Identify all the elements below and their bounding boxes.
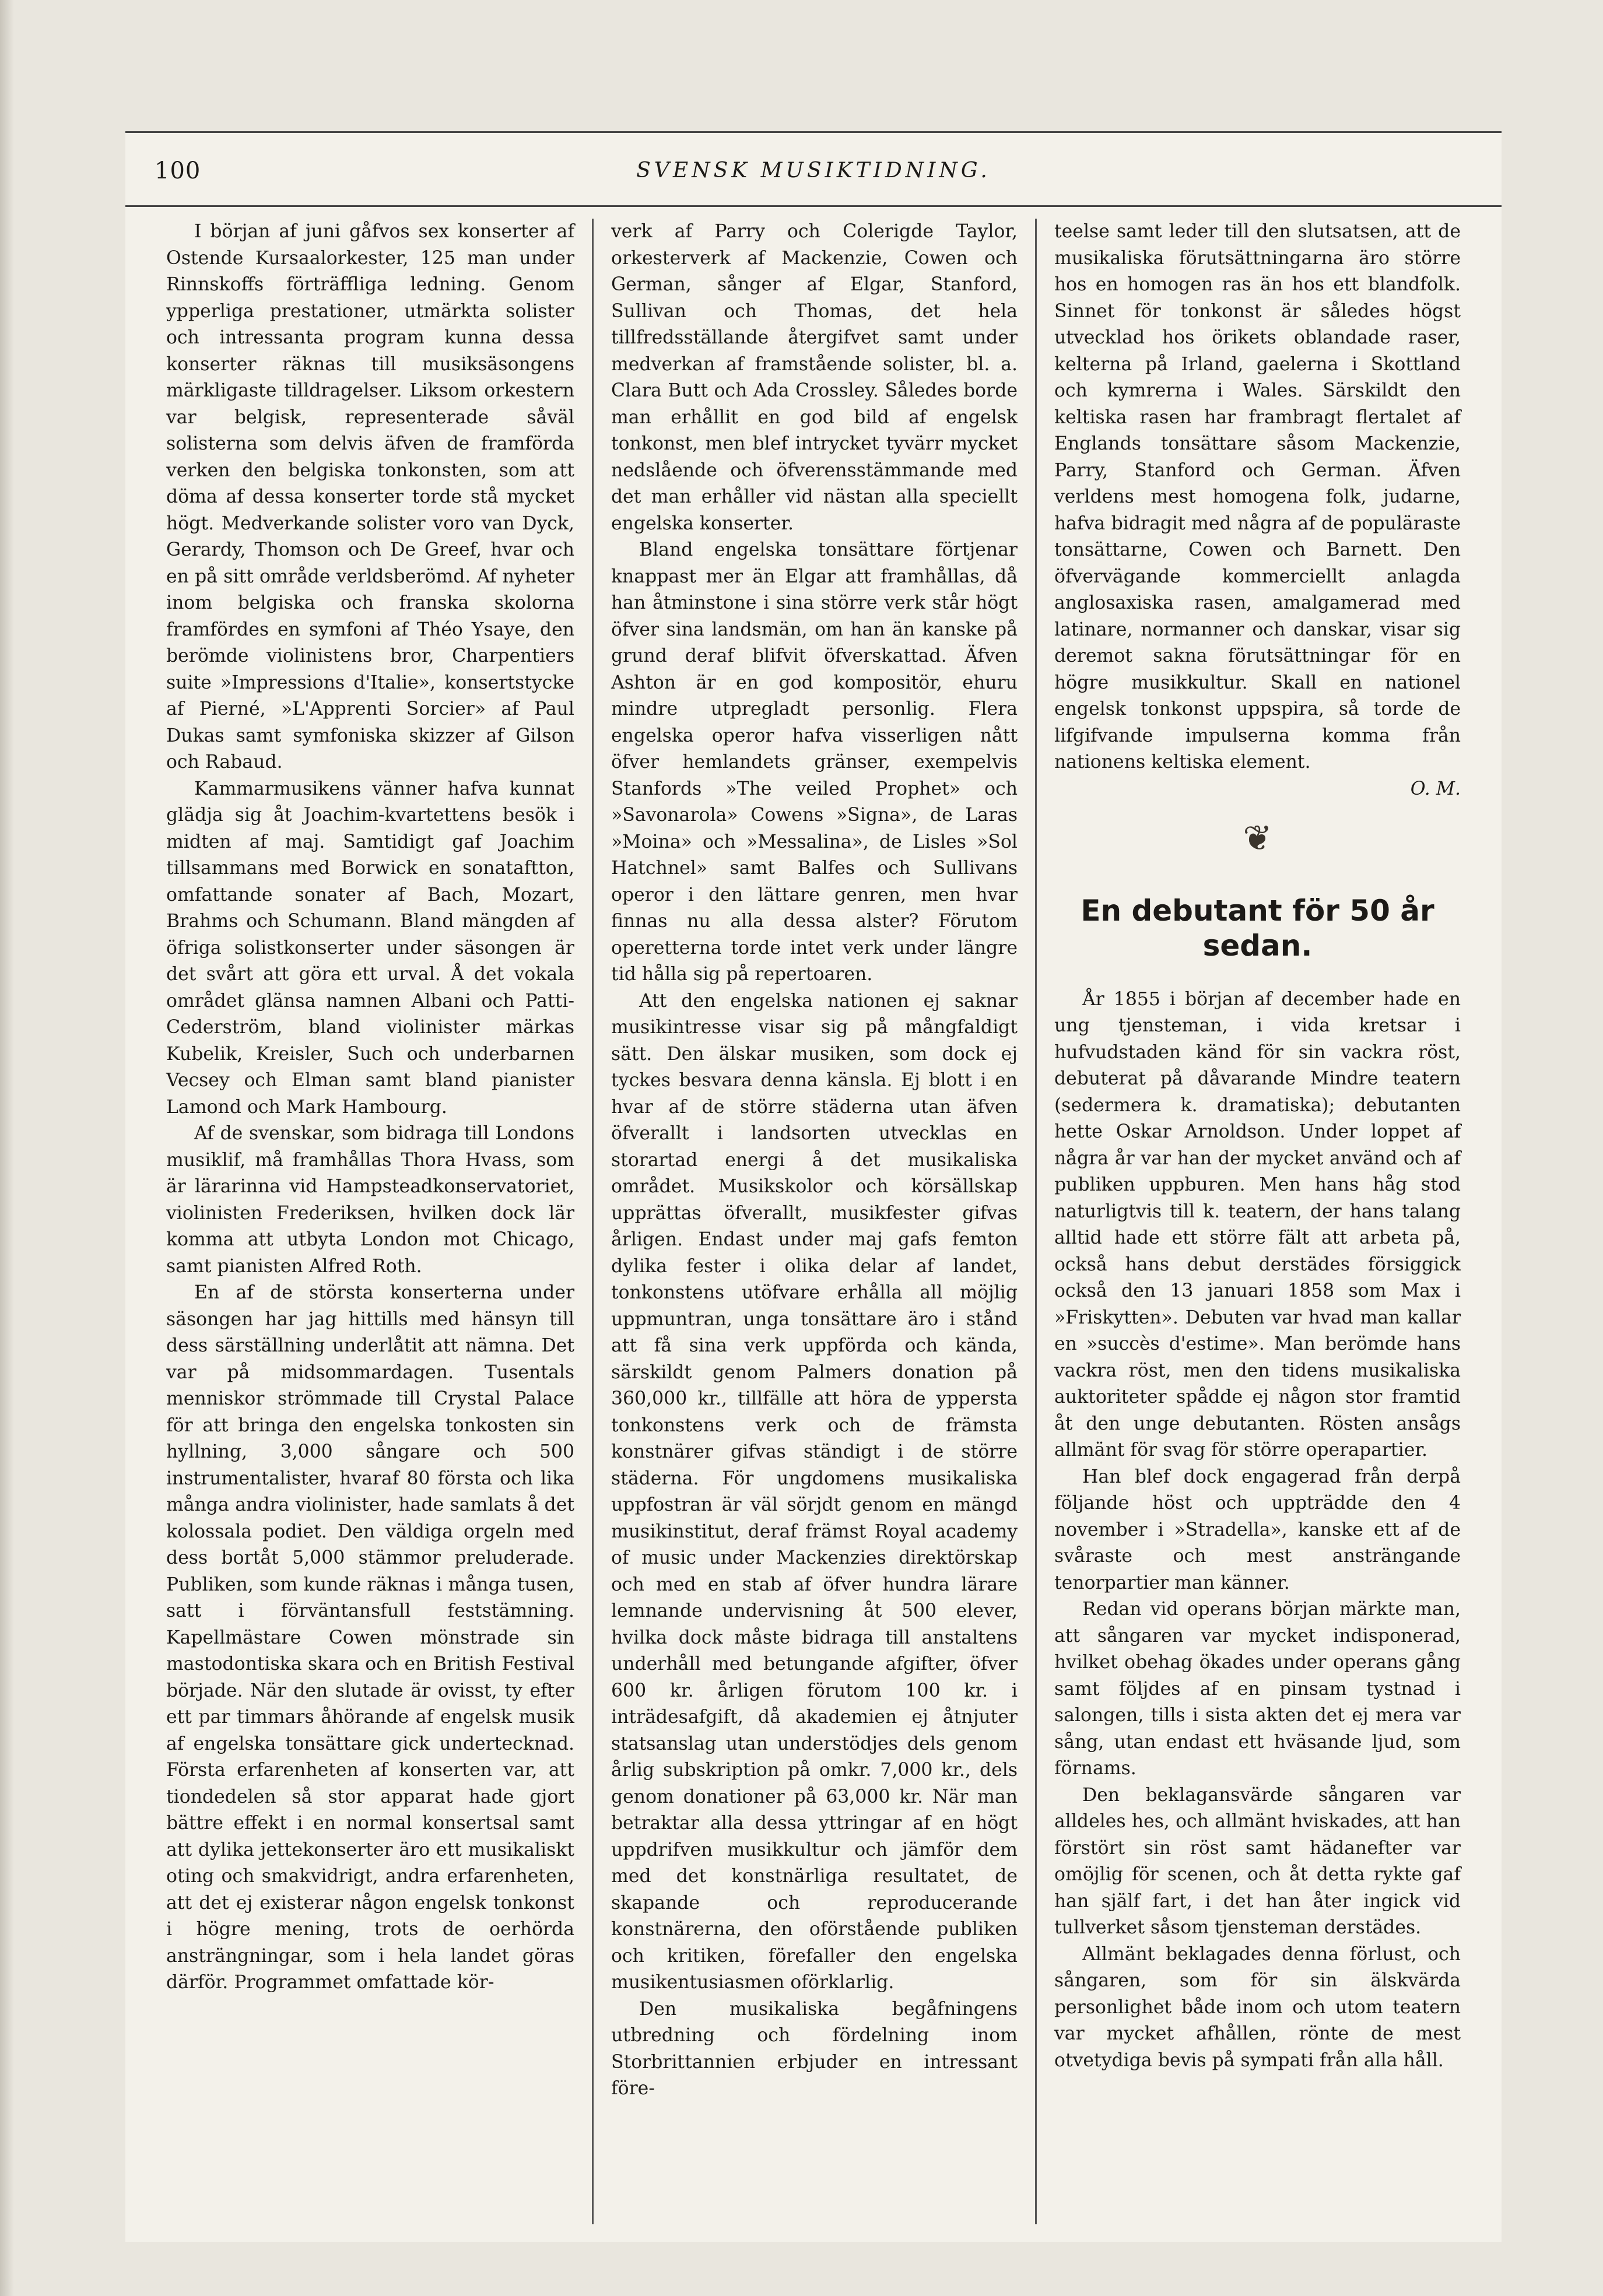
column-1 bbox=[149, 219, 592, 2224]
paragraph: År 1855 i början af december hade en ung tjensteman, i vida kretsar i hufvudstaden känd för sin vackra röst, debuterat på dåvarande Mindre teatern (sedermera k. dramatiska); debutanten hette Oskar Arnoldson. Under loppet af några år var han der mycket använd och af publiken uppburen. Men hans håg stod naturligtvis till k. teatern, der hans talang alltid hade ett större fält att arbeta på, också hans debut derstädes försiggick också den 13 januari 1858 som Max i »Friskytten». Debuten var hvad man kallar en »succès d'estime». Man berömde hans vackra röst, men den tidens musikaliska auktoriteter spådde ej någon stor framtid åt den unge debutanten. Rösten ansågs allmänt för svag för större operapartier. bbox=[1054, 988, 1461, 1461]
paragraph: verk af Parry och Colerigde Taylor, orkesterverk af Mackenzie, Cowen och German, sånger af Elgar, Stanford, Sullivan och Thomas, det hela tillfredsställande återgifvet samt under medverkan af framstående solister, bl. a. Clara Butt och Ada Crossley. Således borde man erhållit en god bild af engelsk tonkonst, men blef intrycket tyvärr mycket nedslående och öfverensstämmande med det man erhåller vid nästan alla speciellt engelska konserter. bbox=[611, 221, 1018, 534]
paragraph: teelse samt leder till den slutsatsen, att de musikaliska förutsättningarna äro större hos en homogen ras än hos ett blandfolk. Sinnet för tonkonst är således högst utvecklad hos örikets oblandade raser, kelterna på Irland, gaelerna i Skottland och kymrerna i Wales. Särskildt den keltiska rasen har frambragt flertalet af Englands tonsättare såsom Mackenzie, Parry, Stanford och German. Äfven verldens mest homogena folk, judarne, hafva bidragit med några af de populäraste tonsättarne, Cowen och Barnett. Den öfvervägande kommerciellt anlagda anglosaxiska rasen, amalgamerad med latinare, normanner och danskar, visar sig deremot sakna förutsättningar för en högre musikkultur. Skall en nationel engelsk tonkonst uppspira, så torde de lifgifvande impulserna komma från nationens keltiska element. bbox=[1054, 221, 1461, 773]
paragraph: Den beklagansvärde sångaren var alldeles hes, och allmänt hviskades, att han förstört sin röst samt hädanefter var omöjlig för scenen, och åt detta rykte gaf han själf fart, i det han åter ingick vid tullverket såsom tjensteman derstädes. bbox=[1054, 1784, 1461, 1938]
paragraph: I början af juni gåfvos sex konserter af Ostende Kursaalorkester, 125 man under Rinnskoffs förträffliga ledning. Genom ypperliga prestationer, utmärkta solister och intressanta program kunna dessa konserter räknas till musiksäsongens märkligaste tilldragelser. Liksom orkestern var belgisk, representerade såväl solisterna som delvis äfven de framförda verken den belgiska tonkonsten, som att döma af dessa konserter torde stå mycket högt. Medverkande solister voro van Dyck, Gerardy, Thomson och De Greef, hvar och en på sitt område verldsberömd. Af nyheter inom belgiska och franska skolorna framfördes en symfoni af Théo Ysaye, den berömde violinistens bror, Charpentiers suite »Impressions d'Italie», konsertstycke af Pierné, »L'Apprenti Sorcier» af Paul Dukas samt symfoniska skizzer af Gilson och Rabaud. bbox=[166, 221, 574, 773]
page-number: 100 bbox=[155, 157, 201, 184]
text-columns bbox=[149, 219, 1484, 2224]
scan-edge bbox=[0, 0, 14, 2296]
floral-ornament-icon: ❦ bbox=[1243, 818, 1272, 859]
paragraph: Att den engelska nationen ej saknar musikintresse visar sig på mångfaldigt sätt. Den älskar musiken, som dock ej tyckes besvara denna känsla. Ej blott i en hvar af de större städerna utan äfven öfverallt i landsorten utvecklas en storartad energi å det musikaliska området. Musikskolor och körsällskap upprättas öfverallt, musikfester gifvas årligen. Endast under maj gafs femton dylika fester i olika delar af landet, tonkonstens utöfvare erhålla all möjlig uppmuntran, unga tonsättare äro i stånd att få sina verk uppförda och kända, särskildt genom Palmers donation på 360,000 kr., tillfälle att höra de yppersta tonkonstens verk och de främsta konstnärer gifvas ständigt i de större städerna. För ungdomens musikaliska uppfostran är väl sörjdt genom en mängd musikinstitut, deraf främst Royal academy of music under Mackenzies direktörskap och med en stab af öfver hundra lärare lemnande undervisning åt 500 elever, hvilka dock måste bidraga till anstaltens underhåll med betungande afgifter, öfver 600 kr. årligen förutom 100 kr. i inträdesafgift, då akademien ej åtnjuter statsanslag utan understödjes dels genom årlig subskription på omkr. 7,000 kr., dels genom donationer på 63,000 kr. När man betraktar alla dessa yttringar af en högt uppdrifven musikkultur och jämför dem med det konstnärliga resultatet, de skapande och reproducerande konstnärerna, den oförstående publiken och kritiken, förefaller den engelska musikentusiasmen oförklarlig. bbox=[611, 990, 1018, 1993]
running-head-title: SVENSK MUSIKTIDNING. bbox=[636, 159, 991, 182]
paragraph: En af de största konserterna under säsongen har jag hittills med hänsyn till dess särställning underlåtit att nämna. Det var på midsommardagen. Tusentals menniskor strömmade till Crystal Palace för att bringa den engelska tonkosten sin hyllning, 3,000 sångare och 500 instrumentalister, hvaraf 80 första och lika många andra violinister, hade samlats å det kolossala podiet. Den väldiga orgeln med dess bortåt 5,000 stämmor preluderade. Publiken, som kunde räknas i många tusen, satt i förväntansfull feststämning. Kapellmästare Cowen mönstrade sin mastodontiska skara och en British Festival började. När den slutade är ovisst, ty efter ett par timmars åhörande af engelsk musik af engelska tonsättare gick undertecknad. Första erfarenheten af konserten var, att tiondedelen så stor apparat hade gjort bättre effekt i en normal konsertsal samt att dylika jettekonserter äro ett musikaliskt oting och smakvidrigt, andra erfarenheten, att det ej existerar någon engelsk tonkonst i högre mening, trots de oerhörda ansträngningar, som i hela landet göras därför. Programmet omfattade kör- bbox=[166, 1282, 574, 1993]
paragraph: Kammarmusikens vänner hafva kunnat glädja sig åt Joachim-kvartettens besök i midten af maj. Samtidigt gaf Joachim tillsammans med Borwick en sonataftton, omfattande sonater af Bach, Mozart, Brahms och Schumann. Bland mängden af öfriga solistkonserter under säsongen är det svårt att göra ett urval. Å det vokala området glänsa namnen Albani och Patti-Cederström, bland violinister märkas Kubelik, Kreisler, Such och underbarnen Vecsey och Elman samt bland pianister Lamond och Mark Hambourg. bbox=[166, 778, 574, 1118]
paragraph: Bland engelska tonsättare förtjenar knappast mer än Elgar att framhållas, då han åtminstone i sina större verk står högt öfver sina landsmän, om han än kanske på grund deraf blifvit öfverskattad. Äfven Ashton är en god kompositör, ehuru mindre utpregladt personlig. Flera engelska operor hafva visserligen nått öfver hemlandets gränser, exempelvis Stanfords »The veiled Prophet» och »Savonarola» Cowens »Signa», de Laras »Moina» och »Messalina», de Lisles »Sol Hatchnel» samt Balfes och Sullivans operor i den lättare genren, men hvar finnas nu alla dessa alster? Förutom operetterna torde intet verk under längre tid hålla sig på repertoaren. bbox=[611, 539, 1018, 985]
author-signature: O. M. bbox=[1410, 778, 1461, 799]
column-3 bbox=[1035, 219, 1478, 2224]
paragraph: Af de svenskar, som bidraga till Londons musiklif, må framhållas Thora Hvass, som är lärarinna vid Hampsteadkonservatoriet, violinisten Frederiksen, hvilken dock lär komma att utbyta London mot Chicago, samt pianisten Alfred Roth. bbox=[166, 1123, 574, 1277]
column-2 bbox=[592, 219, 1035, 2224]
paragraph: Han blef dock engagerad från derpå följande höst och uppträdde den 4 november i »Stradella», kanske ett af de svåraste och mest ansträngande tenorpartier man känner. bbox=[1054, 1466, 1461, 1593]
newspaper-page bbox=[125, 131, 1502, 2242]
page-header bbox=[125, 131, 1502, 207]
paragraph: Allmänt beklagades denna förlust, och sångaren, som för sin älskvärda personlighet både inom och utom teatern var mycket afhållen, rönte de mest otvetydiga bevis på sympati från alla håll. bbox=[1054, 1943, 1461, 2071]
paragraph: Redan vid operans början märkte man, att sångaren var mycket indisponerad, hvilket obehag ökades under operans gång samt följdes af en pinsam tystnad i salongen, tills i sista akten det ej mera var sång, utan endast ett hväsande ljud, som förnams. bbox=[1054, 1599, 1461, 1779]
paragraph: Den musikaliska begåfningens utbredning och fördelning inom Storbrittannien erbjuder en intressant före- bbox=[611, 1998, 1018, 2099]
article-title: En debutant för 50 år sedan. bbox=[1081, 893, 1434, 963]
